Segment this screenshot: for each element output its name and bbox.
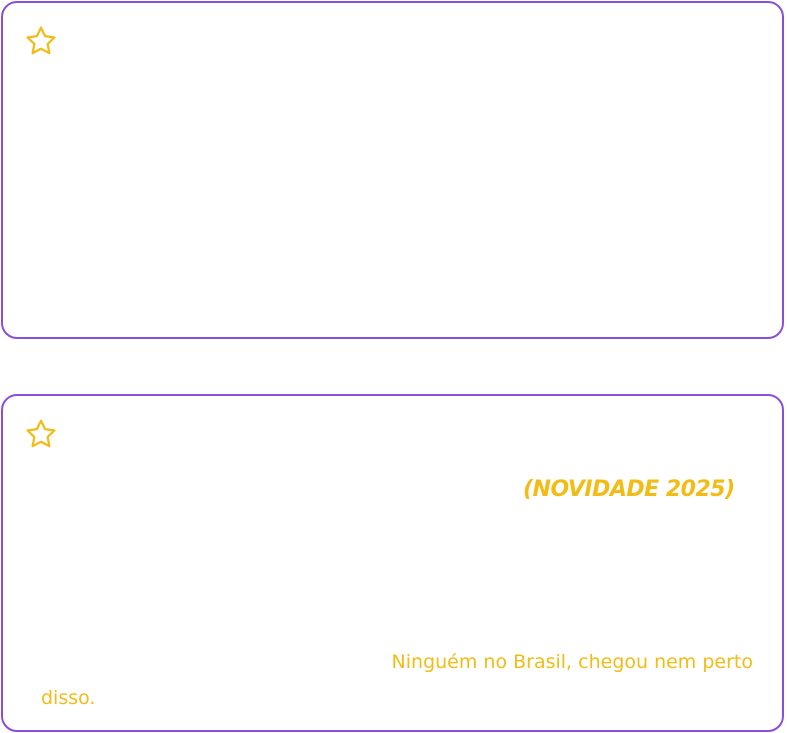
novidade-badge: (NOVIDADE 2025) <box>523 477 735 502</box>
feature-card-1 <box>1 1 784 339</box>
card-2-highlight-continuation: disso. <box>41 687 96 709</box>
star-icon <box>24 24 58 58</box>
feature-card-2 <box>1 394 784 732</box>
star-icon <box>24 417 58 451</box>
card-2-highlight: Ninguém no Brasil, chegou nem perto <box>391 651 753 673</box>
